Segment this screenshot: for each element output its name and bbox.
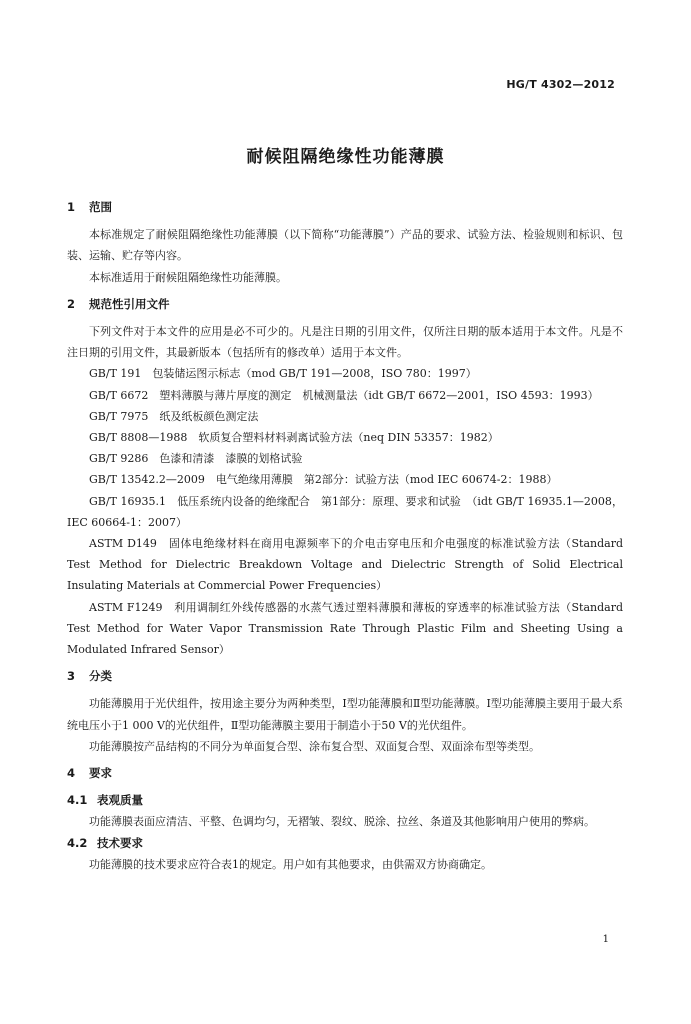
section-title: 范围 — [89, 200, 112, 214]
section-title: 分类 — [89, 669, 112, 684]
subsection-number: 4.2 — [67, 835, 88, 850]
section-3-paragraph-1: 功能薄膜用于光伏组件，按用途主要分为两种类型，Ⅰ型功能薄膜和Ⅱ型功能薄膜。Ⅰ型功能薄膜主要用于最大系统电压小于1 000 V的光伏组件，Ⅱ型功能薄膜主要用于制造小于50 V的光伏组件。 — [67, 697, 623, 732]
reference-item: GB/T 8808—1988 软质复合塑料材料剥离试验方法（neq DIN 53357：1982） — [89, 431, 499, 444]
subsection-title: 表观质量 — [97, 793, 143, 808]
subsection-4-1-paragraph: 功能薄膜表面应清洁、平整、色调均匀，无褶皱、裂纹、脱涂、拉丝、条道及其他影响用户使用的弊病。 — [89, 815, 595, 829]
section-title: 要求 — [89, 766, 112, 781]
subsection-4-2-heading — [67, 833, 623, 854]
section-4-heading — [67, 763, 623, 784]
reference-item: GB/T 191 包装储运图示标志（mod GB/T 191—2008，ISO 780：1997） — [89, 367, 477, 381]
reference-item: GB/T 6672 塑料薄膜与薄片厚度的测定 机械测量法（idt GB/T 6672—2001，ISO 4593：1993） — [89, 388, 599, 402]
section-number: 3 — [67, 669, 76, 684]
section-title: 规范性引用文件 — [89, 296, 170, 311]
section-1-paragraph-1: 本标准规定了耐候阻隔绝缘性功能薄膜（以下简称“功能薄膜”）产品的要求、试验方法、检验规则和标识、包装、运输、贮存等内容。 — [67, 228, 623, 263]
reference-item: GB/T 16935.1 低压系统内设备的绝缘配合 第1部分：原理、要求和试验 （idt GB/T 16935.1—2008，IEC 60664-1：2007） — [67, 494, 623, 529]
document-body — [67, 197, 623, 875]
section-1-heading — [67, 197, 623, 218]
section-2-heading — [67, 294, 623, 315]
subsection-title: 技术要求 — [97, 835, 143, 850]
subsection-4-1-heading — [67, 790, 623, 811]
section-number: 2 — [67, 296, 76, 311]
section-number: 4 — [67, 766, 76, 781]
reference-item: GB/T 9286 色漆和清漆 漆膜的划格试验 — [89, 452, 303, 466]
page-number: 1 — [602, 934, 609, 945]
reference-item: GB/T 13542.2—2009 电气绝缘用薄膜 第2部分：试验方法（mod IEC 60674-2：1988） — [89, 473, 558, 487]
subsection-number: 4.1 — [67, 793, 88, 808]
section-3-paragraph-2: 功能薄膜按产品结构的不同分为单面复合型、涂布复合型、双面复合型、双面涂布型等类型。 — [89, 739, 540, 753]
reference-item: GB/T 7975 纸及纸板颜色测定法 — [89, 409, 259, 423]
section-1-paragraph-2: 本标准适用于耐候阻隔绝缘性功能薄膜。 — [89, 270, 287, 284]
subsection-4-2-paragraph: 功能薄膜的技术要求应符合表1的规定。用户如有其他要求，由供需双方协商确定。 — [89, 857, 492, 871]
reference-item: ASTM F1249 利用调制红外线传感器的水蒸气透过塑料薄膜和薄板的穿透率的标准试验方法（Standard Test Method for Water Vapor Transmission Rate Through Plastic Film and Sheeting Using a Modulated Infrared Sensor） — [67, 600, 623, 657]
reference-item: ASTM D149 固体电绝缘材料在商用电源频率下的介电击穿电压和介电强度的标准试验方法（Standard Test Method for Dielectric Breakdown Voltage and Dielectric Strength of Solid Electrical Insulating Materials at Commercial Power Frequencies） — [67, 537, 623, 593]
section-2-intro: 下列文件对于本文件的应用是必不可少的。凡是注日期的引用文件，仅所注日期的版本适用于本文件。凡是不注日期的引用文件，其最新版本（包括所有的修改单）适用于本文件。 — [67, 324, 623, 360]
document-title: 耐候阻隔绝缘性功能薄膜 — [246, 147, 445, 167]
standard-code: HG/T 4302—2012 — [506, 78, 615, 91]
section-number: 1 — [67, 200, 76, 214]
section-3-heading — [67, 666, 623, 687]
